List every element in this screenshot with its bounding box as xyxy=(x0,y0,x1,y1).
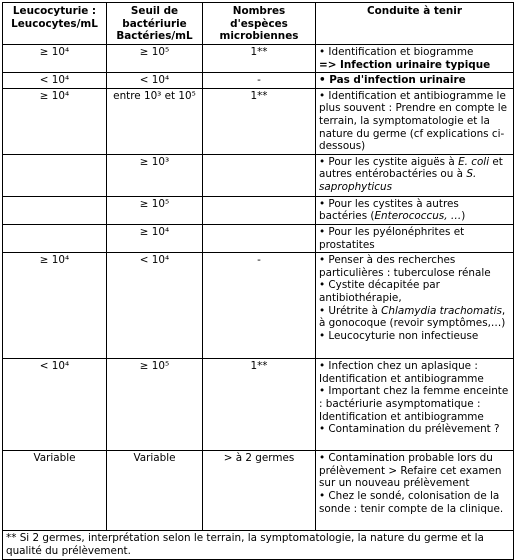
conduite-bullet: • Cystite décapitée par antibiothérapie, xyxy=(319,279,440,304)
cell-conduite: • Pas d'infection urinaire xyxy=(316,73,514,89)
table-row xyxy=(3,154,514,196)
footnote: ** Si 2 germes, interprétation selon le terrain, la symptomatologie, la nature du germe et la qualité du prélèvement. xyxy=(3,531,514,560)
cell-leucocyturie: ≥ 10⁴ xyxy=(3,253,107,359)
conduite-bullet: • Important chez la femme enceinte : bactériurie asymptomatique : Identification et antibiogramme xyxy=(319,385,509,423)
cell-leucocyturie: < 10⁴ xyxy=(3,73,107,89)
cell-seuil: entre 10³ et 10⁵ xyxy=(107,88,203,154)
cell-especes: 1** xyxy=(203,88,316,154)
cell-conduite xyxy=(316,253,514,359)
cell-conduite: • Identification et antibiogramme le plus souvent : Prendre en compte le terrain, la symptomatologie et la nature du germe (cf explications ci-dessous) xyxy=(316,88,514,154)
header-seuil: Seuil de bactériurie Bactéries/mL xyxy=(107,3,203,45)
cell-leucocyturie xyxy=(3,154,107,196)
cell-especes xyxy=(203,196,316,224)
table-row xyxy=(3,196,514,224)
cell-seuil: ≥ 10⁵ xyxy=(107,45,203,73)
conduite-line: => Infection urinaire typique xyxy=(319,58,491,71)
cell-conduite xyxy=(316,451,514,531)
cell-especes: > à 2 germes xyxy=(203,451,316,531)
conduite-line: • Identification et biogramme xyxy=(319,46,474,58)
table-row xyxy=(3,224,514,252)
cell-seuil: ≥ 10⁵ xyxy=(107,359,203,451)
table-row xyxy=(3,253,514,359)
table-row xyxy=(3,359,514,451)
cell-especes: 1** xyxy=(203,45,316,73)
cell-seuil: Variable xyxy=(107,451,203,531)
header-especes: Nombres d'espèces microbiennes xyxy=(203,3,316,45)
cell-conduite: • Pour les cystite aiguës à E. coli et autres entérobactéries ou à S. saprophyticus xyxy=(316,154,514,196)
table-row xyxy=(3,88,514,154)
header-leucocyturie: Leucocyturie : Leucocytes/mL xyxy=(3,3,107,45)
cell-leucocyturie: ≥ 10⁴ xyxy=(3,45,107,73)
cell-conduite xyxy=(316,45,514,73)
conduite-bullet: • Contamination probable lors du prélèvement > Refaire cet examen sur un nouveau prélèvement xyxy=(319,452,502,490)
conduite-bullet: • Infection chez un aplasique : Identification et antibiogramme xyxy=(319,360,484,385)
cell-especes xyxy=(203,154,316,196)
cell-conduite xyxy=(316,359,514,451)
conduite-bullet: • Urétrite à Chlamydia trachomatis, à gonocoque (revoir symptômes,…) xyxy=(319,304,506,330)
table-row xyxy=(3,45,514,73)
cell-seuil: ≥ 10³ xyxy=(107,154,203,196)
cell-especes xyxy=(203,224,316,252)
cell-leucocyturie xyxy=(3,224,107,252)
cell-conduite: • Pour les cystites à autres bactéries (Enterococcus, …) xyxy=(316,196,514,224)
cell-leucocyturie: < 10⁴ xyxy=(3,359,107,451)
cell-seuil: ≥ 10⁵ xyxy=(107,196,203,224)
table-row xyxy=(3,451,514,531)
conduite-bullet: • Leucocyturie non infectieuse xyxy=(319,329,479,342)
conduite-bullet: • Contamination du prélèvement ? xyxy=(319,423,500,436)
cell-especes: - xyxy=(203,73,316,89)
cell-conduite: • Pour les pyélonéphrites et prostatites xyxy=(316,224,514,252)
header-row xyxy=(3,3,514,45)
header-conduite: Conduite à tenir xyxy=(316,3,514,45)
cell-leucocyturie xyxy=(3,196,107,224)
conduite-bullet: • Penser à des recherches particulières : tuberculose rénale xyxy=(319,254,491,279)
cell-especes: - xyxy=(203,253,316,359)
conduite-bullet: • Chez le sondé, colonisation de la sonde : tenir compte de la clinique. xyxy=(319,489,504,515)
interpretation-table xyxy=(2,2,514,560)
footnote-row xyxy=(3,531,514,560)
cell-leucocyturie: Variable xyxy=(3,451,107,531)
table-row xyxy=(3,73,514,89)
cell-seuil: ≥ 10⁴ xyxy=(107,224,203,252)
cell-leucocyturie: ≥ 10⁴ xyxy=(3,88,107,154)
cell-seuil: < 10⁴ xyxy=(107,253,203,359)
cell-seuil: < 10⁴ xyxy=(107,73,203,89)
cell-especes: 1** xyxy=(203,359,316,451)
